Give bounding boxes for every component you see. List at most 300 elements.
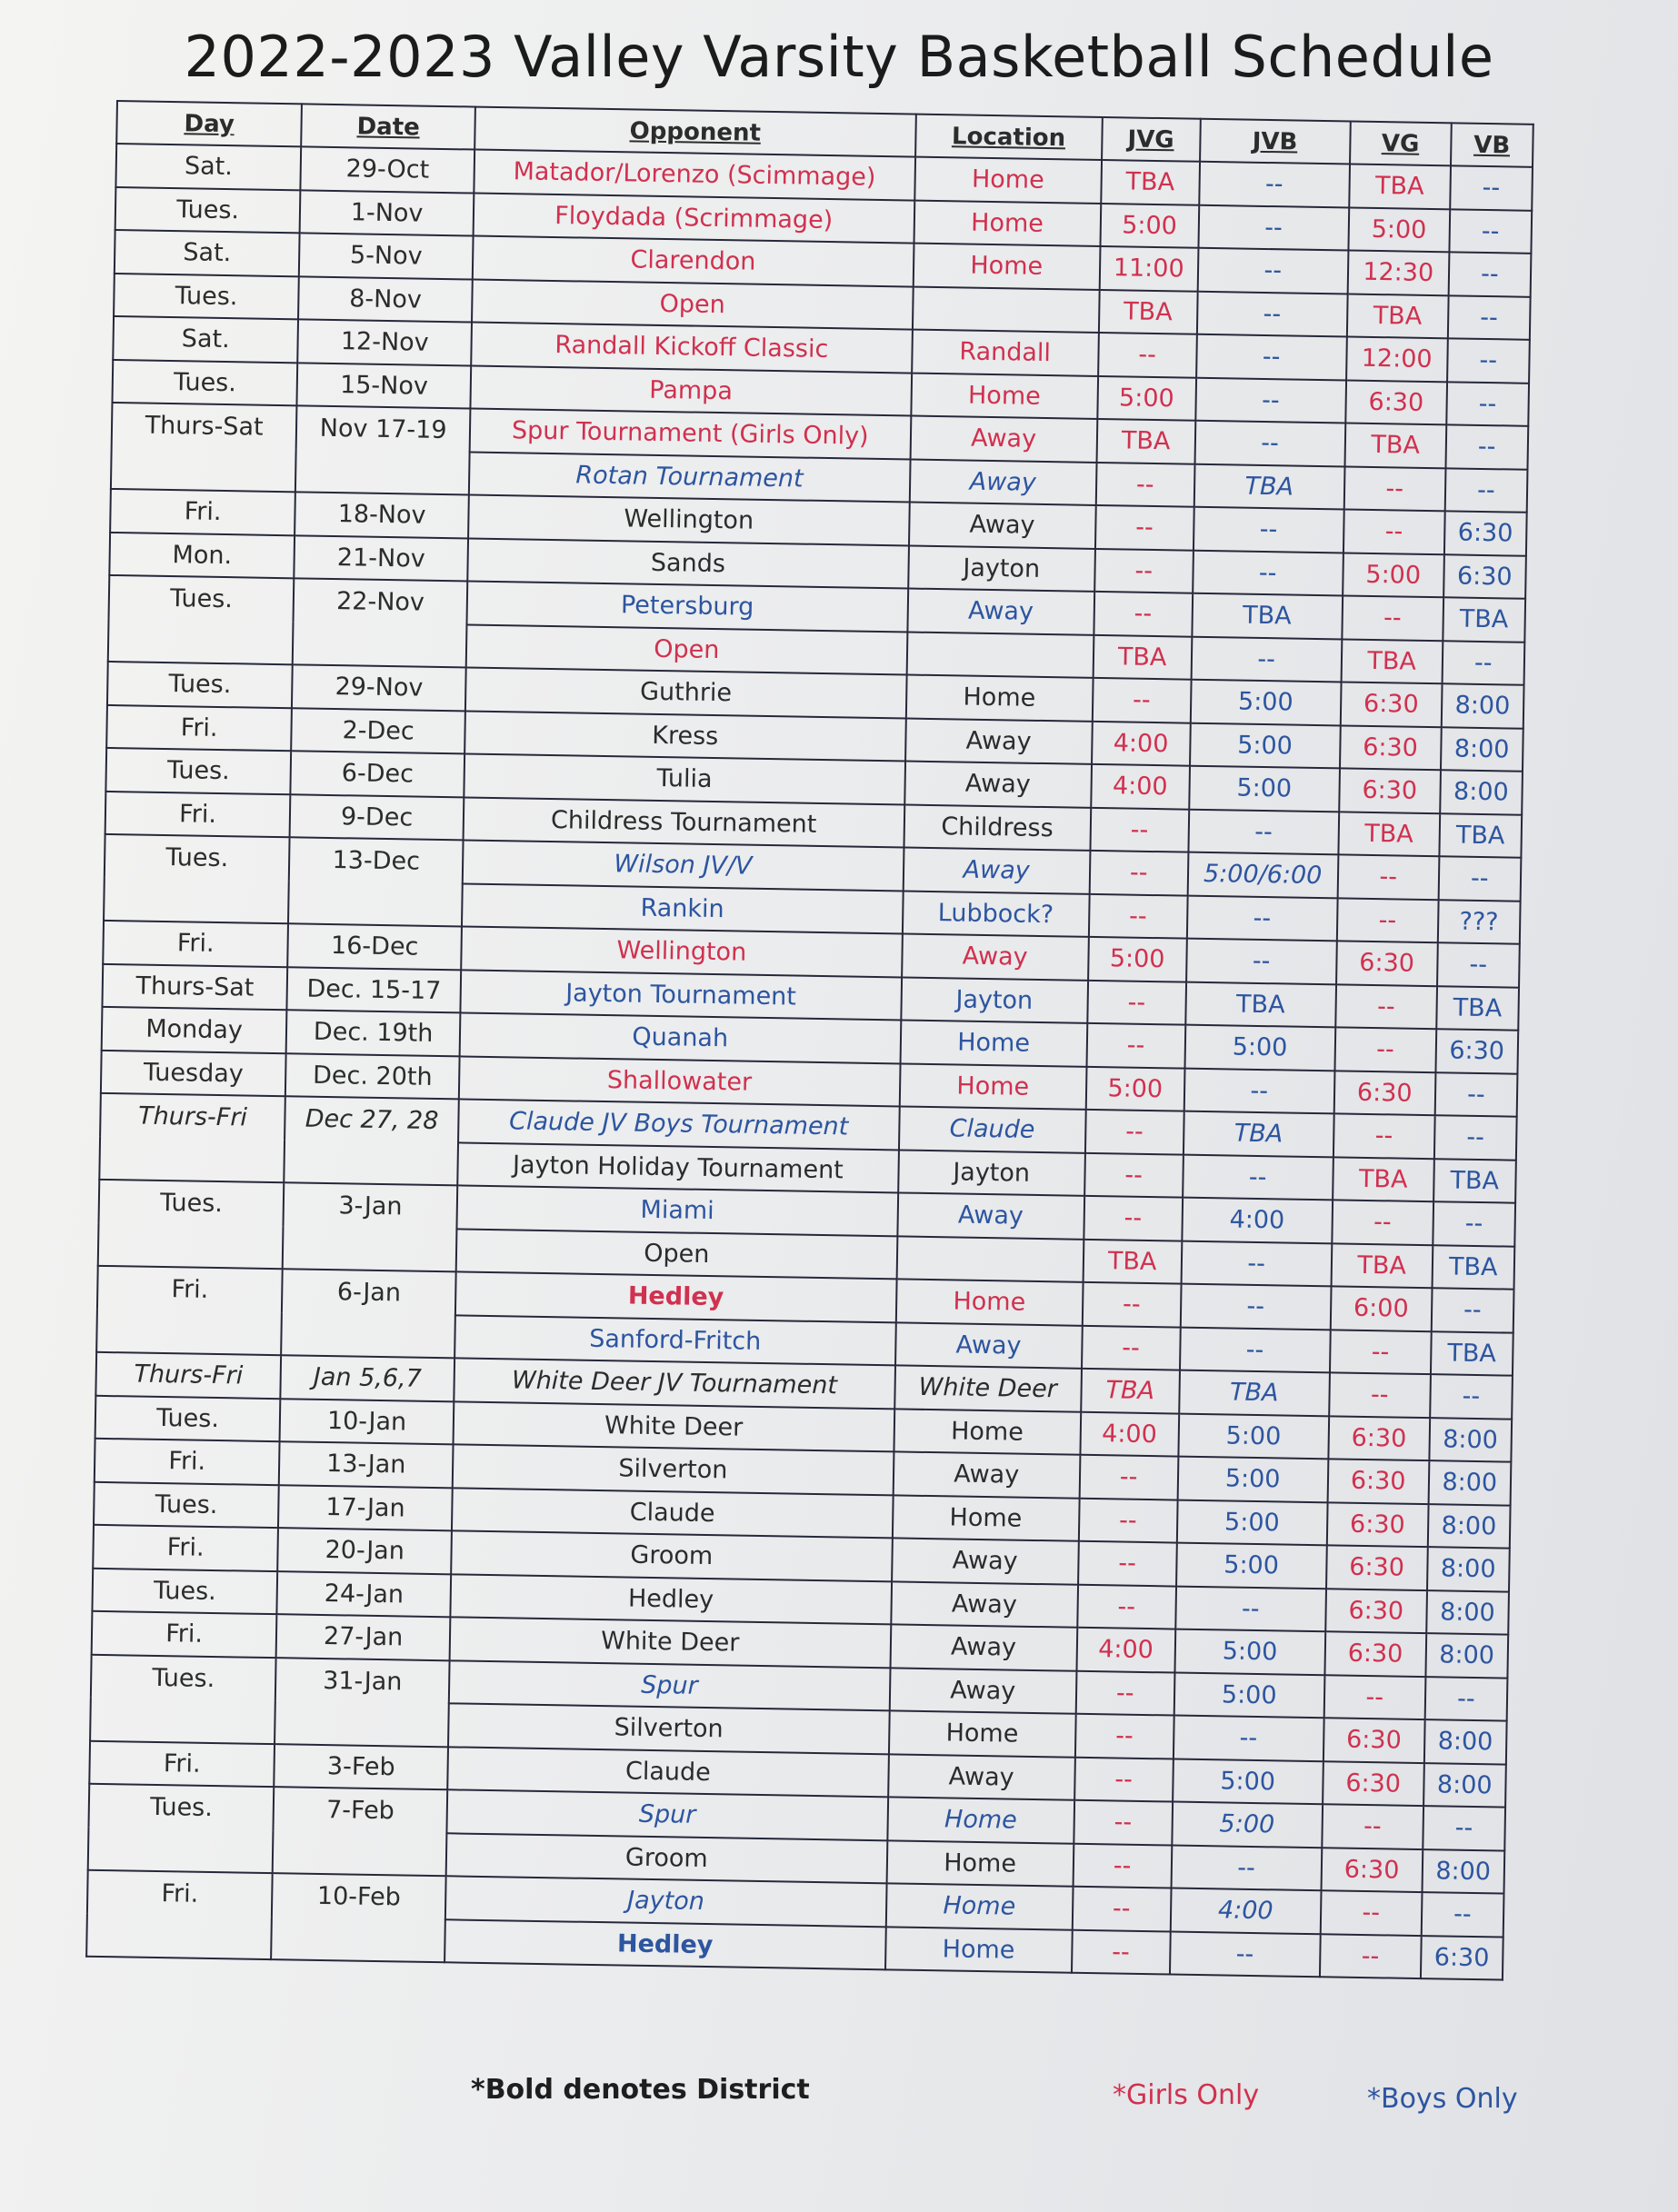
jvg-cell: --	[1093, 678, 1192, 722]
jvb-cell: --	[1180, 1327, 1331, 1372]
vb-cell: --	[1448, 252, 1531, 296]
jvg-cell: TBA	[1099, 289, 1198, 334]
header-location: Location	[915, 115, 1103, 160]
day-cell: Tues.	[114, 273, 299, 319]
boys-only-note: *Boys Only	[1367, 2083, 1518, 2115]
opponent-cell: Jayton Holiday Tournament	[457, 1142, 898, 1193]
day-cell: Fri.	[105, 791, 291, 837]
day-cell: Tues.	[104, 834, 290, 923]
jvb-cell: --	[1191, 636, 1342, 682]
vg-cell: 6:30	[1345, 380, 1447, 424]
girls-only-note: *Girls Only	[1113, 2079, 1260, 2111]
opponent-cell: Rotan Tournament	[469, 452, 910, 503]
jvb-cell: 5:00	[1189, 766, 1340, 812]
jvg-cell: --	[1075, 1714, 1174, 1759]
vb-cell: --	[1445, 424, 1528, 469]
date-cell: 2-Dec	[291, 708, 465, 754]
location-cell: Home	[911, 373, 1098, 419]
jvg-cell: --	[1089, 893, 1188, 938]
jvb-cell: 5:00	[1178, 1413, 1329, 1459]
opponent-cell: Wellington	[468, 494, 909, 545]
jvg-cell: --	[1095, 505, 1194, 550]
day-cell: Thurs-Fri	[95, 1352, 281, 1399]
date-cell: 6-Jan	[281, 1269, 455, 1358]
header-jvg: JVG	[1102, 117, 1201, 162]
schedule-table	[85, 100, 1534, 1981]
vg-cell: --	[1337, 854, 1439, 899]
jvg-cell: --	[1075, 1670, 1174, 1715]
date-cell: 10-Jan	[280, 1399, 454, 1445]
jvb-cell: --	[1186, 939, 1337, 984]
location-cell: Away	[892, 1538, 1079, 1584]
vg-cell: --	[1334, 1027, 1436, 1071]
location-cell: Lubbock?	[902, 891, 1089, 937]
location-cell: Home	[905, 674, 1093, 721]
day-cell: Fri.	[92, 1611, 277, 1658]
jvb-cell: --	[1199, 162, 1350, 207]
opponent-cell: Randall Kickoff Classic	[471, 323, 912, 374]
day-cell: Tuesday	[101, 1050, 286, 1096]
vb-cell: TBA	[1432, 1245, 1514, 1290]
jvb-cell: --	[1195, 377, 1346, 423]
jvg-cell: --	[1087, 980, 1186, 1024]
vg-cell: 6:30	[1328, 1416, 1430, 1460]
opponent-cell: Wilson JV/V	[463, 840, 904, 891]
location-cell: Jayton	[901, 977, 1088, 1023]
location-cell: Childress	[904, 804, 1091, 851]
jvg-cell: TBA	[1093, 634, 1192, 679]
opponent-cell: Sands	[467, 538, 908, 589]
vb-cell: --	[1447, 295, 1530, 340]
jvg-cell: --	[1074, 1800, 1173, 1845]
location-cell: Home	[885, 1927, 1073, 1973]
location-cell: Away	[893, 1451, 1080, 1498]
page-title: 2022-2023 Valley Varsity Basketball Schedule	[184, 24, 1494, 90]
date-cell: 27-Jan	[276, 1614, 451, 1660]
jvg-cell: --	[1083, 1282, 1182, 1327]
jvg-cell: --	[1085, 1110, 1184, 1154]
jvb-cell: --	[1175, 1586, 1326, 1631]
date-cell: 10-Feb	[271, 1873, 445, 1962]
vb-cell: 8:00	[1422, 1849, 1504, 1894]
vg-cell: --	[1342, 595, 1443, 640]
opponent-cell: Guthrie	[465, 667, 906, 718]
jvb-cell: --	[1193, 507, 1343, 553]
vg-cell: --	[1343, 466, 1445, 511]
vg-cell: 6:30	[1340, 725, 1442, 770]
jvg-cell: --	[1084, 1152, 1184, 1197]
location-cell: Away	[895, 1322, 1083, 1369]
date-cell: 21-Nov	[295, 535, 469, 582]
jvg-cell: --	[1072, 1929, 1171, 1974]
jvg-cell: 5:00	[1097, 375, 1196, 420]
date-cell: 9-Dec	[290, 794, 464, 841]
date-cell: 5-Nov	[299, 233, 474, 279]
day-cell: Thurs-Sat	[111, 403, 297, 492]
opponent-cell: Floydada (Scrimmage)	[474, 193, 914, 244]
vg-cell: 6:30	[1336, 941, 1438, 985]
location-cell	[912, 286, 1099, 333]
vg-cell: 6:30	[1327, 1502, 1429, 1547]
opponent-cell: Open	[456, 1229, 897, 1280]
location-cell: Away	[891, 1581, 1078, 1628]
vg-cell: 6:30	[1324, 1631, 1426, 1676]
vg-cell: 6:30	[1339, 768, 1441, 812]
jvg-cell: --	[1073, 1887, 1172, 1931]
day-cell: Tues.	[90, 1654, 276, 1743]
location-cell: Home	[899, 1063, 1086, 1110]
vg-cell: --	[1337, 898, 1439, 942]
jvb-cell: TBA	[1192, 593, 1343, 639]
day-cell: Mon.	[109, 532, 295, 578]
jvb-cell: 5:00	[1174, 1672, 1324, 1718]
jvb-cell: --	[1173, 1716, 1323, 1761]
jvg-cell: --	[1094, 548, 1194, 593]
day-cell: Tues.	[107, 662, 293, 708]
day-cell: Tues.	[112, 359, 297, 405]
jvb-cell: 5:00	[1184, 1025, 1335, 1071]
jvg-cell: TBA	[1081, 1369, 1180, 1413]
day-cell: Sat.	[113, 316, 298, 363]
jvb-cell: --	[1186, 895, 1337, 941]
vb-cell: --	[1430, 1374, 1513, 1419]
jvb-cell: 5:00	[1190, 680, 1341, 725]
vg-cell: --	[1333, 1113, 1435, 1158]
date-cell: 3-Feb	[274, 1744, 448, 1790]
date-cell: 13-Dec	[288, 837, 463, 926]
vb-cell: --	[1424, 1677, 1507, 1721]
opponent-cell: Wellington	[461, 926, 902, 977]
vg-cell: TBA	[1333, 1157, 1434, 1201]
vb-cell: TBA	[1443, 597, 1525, 642]
vg-cell: TBA	[1341, 639, 1443, 683]
day-cell: Fri.	[110, 489, 295, 535]
date-cell: Jan 5,6,7	[281, 1355, 455, 1401]
day-cell: Tues.	[115, 187, 301, 234]
jvg-cell: 4:00	[1092, 721, 1191, 765]
jvb-cell: --	[1181, 1241, 1332, 1286]
jvg-cell: 5:00	[1088, 937, 1187, 981]
vb-cell: 6:30	[1421, 1936, 1503, 1980]
vb-cell: 8:00	[1427, 1504, 1510, 1549]
vb-cell: --	[1433, 1201, 1515, 1246]
jvg-cell: 5:00	[1100, 203, 1199, 247]
jvb-cell: --	[1183, 1154, 1333, 1200]
date-cell: 6-Dec	[291, 751, 465, 797]
jvb-cell: TBA	[1185, 981, 1336, 1027]
jvg-cell: --	[1086, 1023, 1185, 1068]
date-cell: 16-Dec	[287, 923, 462, 970]
opponent-cell: Pampa	[471, 365, 912, 416]
opponent-cell: Kress	[464, 711, 905, 762]
jvb-cell: 5:00	[1176, 1543, 1327, 1589]
vb-cell: ???	[1437, 900, 1520, 944]
jvg-cell: --	[1084, 1196, 1183, 1241]
vb-cell: --	[1434, 1115, 1517, 1160]
date-cell: 3-Jan	[283, 1182, 457, 1271]
jvg-cell: --	[1098, 333, 1197, 377]
jvb-cell: 5:00	[1190, 722, 1341, 768]
location-cell: Claude	[898, 1106, 1085, 1152]
vb-cell: 8:00	[1423, 1763, 1506, 1808]
date-cell: 7-Feb	[273, 1787, 447, 1876]
date-cell: 18-Nov	[295, 492, 469, 538]
location-cell: Home	[894, 1409, 1081, 1455]
vg-cell: --	[1335, 984, 1437, 1029]
jvg-cell: 4:00	[1091, 764, 1190, 809]
opponent-cell: Open	[472, 279, 913, 330]
vg-cell: TBA	[1347, 294, 1449, 338]
day-cell: Tues.	[95, 1395, 281, 1441]
opponent-cell: Groom	[451, 1530, 892, 1581]
jvg-cell: --	[1090, 807, 1189, 852]
location-cell: Home	[914, 157, 1102, 204]
day-cell: Thurs-Fri	[99, 1093, 285, 1182]
jvb-cell: --	[1180, 1284, 1331, 1330]
vb-cell: 8:00	[1427, 1547, 1510, 1591]
vb-cell: TBA	[1436, 986, 1519, 1031]
vg-cell: 12:00	[1346, 336, 1448, 381]
location-cell	[896, 1236, 1084, 1282]
opponent-cell: Childress Tournament	[464, 797, 904, 848]
opponent-cell: Hedley	[450, 1574, 891, 1625]
jvg-cell: --	[1079, 1498, 1178, 1542]
jvb-cell: --	[1197, 248, 1348, 294]
jvg-cell: --	[1082, 1325, 1181, 1370]
vb-cell: --	[1450, 165, 1533, 210]
location-cell: Away	[909, 503, 1096, 549]
header-jvb: JVB	[1200, 119, 1351, 164]
vg-cell: --	[1329, 1372, 1431, 1417]
location-cell: Away	[909, 459, 1096, 505]
vb-cell: 8:00	[1429, 1418, 1512, 1462]
opponent-cell: Jayton Tournament	[460, 970, 901, 1021]
jvg-cell: --	[1089, 851, 1188, 895]
vg-cell: 6:30	[1323, 1761, 1424, 1806]
date-cell: 24-Jan	[277, 1571, 452, 1618]
jvb-cell: 5:00	[1173, 1759, 1323, 1804]
vg-cell: --	[1322, 1804, 1423, 1848]
opponent-cell: Claude	[452, 1488, 893, 1539]
opponent-cell: Spur	[449, 1660, 890, 1711]
opponent-cell: Petersburg	[467, 581, 908, 632]
opponent-cell: Claude JV Boys Tournament	[458, 1099, 899, 1150]
opponent-cell: White Deer	[454, 1401, 894, 1452]
jvg-cell: --	[1074, 1757, 1174, 1801]
jvb-cell: --	[1188, 809, 1339, 854]
date-cell: 17-Jan	[278, 1485, 453, 1531]
vg-cell: TBA	[1338, 812, 1440, 856]
location-cell: Home	[888, 1710, 1075, 1757]
opponent-cell: White Deer	[450, 1617, 891, 1668]
opponent-cell: Open	[466, 624, 907, 675]
vb-cell: TBA	[1431, 1331, 1513, 1376]
location-cell: Randall	[912, 330, 1099, 376]
opponent-cell: Clarendon	[473, 236, 914, 287]
location-cell: Away	[910, 416, 1097, 463]
location-cell: Jayton	[898, 1150, 1085, 1196]
jvb-cell: TBA	[1183, 1111, 1333, 1157]
vb-cell: --	[1442, 641, 1524, 685]
vb-cell: --	[1438, 856, 1521, 901]
location-cell: Home	[885, 1883, 1073, 1929]
location-cell: Home	[892, 1495, 1079, 1541]
date-cell: 8-Nov	[298, 276, 473, 323]
vb-cell: TBA	[1439, 813, 1522, 858]
date-cell: 1-Nov	[300, 190, 474, 236]
vb-cell: 6:30	[1443, 554, 1526, 599]
date-cell: 15-Nov	[297, 363, 472, 409]
jvg-cell: TBA	[1101, 160, 1200, 204]
day-cell: Tues.	[88, 1784, 275, 1873]
vg-cell: --	[1323, 1675, 1425, 1719]
day-cell: Fri.	[89, 1740, 275, 1787]
opponent-cell: Jayton	[445, 1876, 886, 1927]
vb-cell: --	[1447, 338, 1530, 383]
vb-cell: --	[1449, 209, 1532, 254]
vb-cell: 8:00	[1425, 1633, 1508, 1678]
jvb-cell: 5:00	[1177, 1457, 1328, 1502]
jvb-cell: TBA	[1179, 1370, 1330, 1416]
opponent-cell: Claude	[447, 1747, 888, 1798]
vg-cell: TBA	[1344, 423, 1446, 467]
jvb-cell: --	[1170, 1931, 1321, 1977]
jvb-cell: --	[1196, 291, 1347, 336]
location-cell: Jayton	[908, 545, 1095, 592]
date-cell: 20-Jan	[277, 1528, 452, 1574]
jvb-cell: 5:00	[1172, 1802, 1323, 1848]
location-cell: Away	[897, 1192, 1084, 1239]
vg-cell: 6:30	[1327, 1459, 1429, 1503]
location-cell: Home	[900, 1020, 1087, 1066]
location-cell: Away	[902, 933, 1089, 980]
day-cell: Sat.	[115, 230, 300, 276]
jvg-cell: --	[1079, 1455, 1178, 1500]
date-cell: Dec 27, 28	[284, 1096, 458, 1185]
vg-cell: 6:30	[1333, 1071, 1435, 1115]
opponent-cell: Quanah	[460, 1012, 901, 1063]
vg-cell: 6:30	[1341, 682, 1443, 726]
jvb-cell: 4:00	[1182, 1198, 1333, 1243]
vb-cell: --	[1444, 468, 1527, 513]
day-cell: Fri.	[103, 921, 288, 967]
day-cell: Fri.	[93, 1525, 278, 1571]
day-cell: Thurs-Sat	[102, 963, 287, 1010]
jvg-cell: --	[1073, 1843, 1172, 1888]
date-cell: 13-Jan	[279, 1441, 454, 1488]
opponent-cell: Silverton	[448, 1703, 889, 1754]
vg-cell: 5:00	[1348, 207, 1450, 252]
opponent-cell: Hedley	[444, 1919, 885, 1970]
vg-cell: 6:30	[1326, 1545, 1428, 1589]
jvg-cell: --	[1094, 592, 1193, 636]
date-cell: 29-Nov	[292, 664, 466, 711]
vb-cell: 8:00	[1426, 1590, 1509, 1635]
day-cell: Tues.	[92, 1568, 277, 1614]
vg-cell: 6:00	[1331, 1286, 1433, 1330]
day-cell: Fri.	[86, 1870, 273, 1959]
vb-cell: 8:00	[1428, 1460, 1511, 1505]
day-cell: Sat.	[115, 144, 301, 190]
jvb-cell: --	[1198, 204, 1349, 250]
jvb-cell: 4:00	[1170, 1888, 1321, 1934]
vg-cell: --	[1320, 1934, 1422, 1978]
jvg-cell: --	[1077, 1584, 1176, 1629]
vb-cell: --	[1431, 1288, 1513, 1332]
jvb-cell: --	[1193, 550, 1343, 595]
jvb-cell: 5:00/6:00	[1187, 852, 1338, 898]
vg-cell: 6:30	[1321, 1848, 1423, 1892]
date-cell: 12-Nov	[297, 319, 472, 365]
location-cell: Home	[895, 1279, 1083, 1325]
vb-cell: 8:00	[1441, 727, 1523, 772]
opponent-cell: Spur Tournament (Girls Only)	[470, 409, 911, 460]
vb-cell: --	[1446, 382, 1529, 426]
date-cell: Dec. 19th	[286, 1010, 461, 1056]
vb-cell: --	[1437, 942, 1520, 987]
location-cell: Home	[913, 244, 1100, 290]
location-cell: Home	[886, 1840, 1074, 1887]
date-cell: 22-Nov	[293, 578, 467, 667]
jvg-cell: TBA	[1096, 419, 1195, 463]
opponent-cell: Shallowater	[459, 1056, 900, 1107]
location-cell: Home	[914, 200, 1101, 246]
jvb-cell: 5:00	[1174, 1629, 1325, 1675]
vg-cell: --	[1343, 509, 1445, 553]
location-cell: Away	[888, 1754, 1075, 1800]
vg-cell: --	[1332, 1200, 1433, 1244]
jvg-cell: 4:00	[1076, 1628, 1175, 1672]
opponent-cell: Hedley	[455, 1271, 896, 1322]
day-cell: Tues.	[94, 1481, 279, 1528]
jvb-cell: --	[1171, 1845, 1322, 1890]
header-opponent: Opponent	[474, 107, 915, 157]
location-cell	[906, 632, 1094, 678]
header-vb: VB	[1451, 123, 1533, 166]
schedule-body	[86, 144, 1533, 1980]
opponent-cell: Rankin	[462, 883, 903, 934]
jvb-cell: --	[1194, 421, 1345, 466]
location-cell: Away	[904, 761, 1092, 807]
location-cell: Away	[903, 847, 1090, 893]
location-cell: White Deer	[894, 1365, 1082, 1411]
header-date: Date	[301, 104, 475, 149]
date-cell: 31-Jan	[275, 1658, 449, 1747]
day-cell: Tues.	[105, 748, 291, 794]
jvg-cell: 11:00	[1099, 246, 1198, 291]
vg-cell: 5:00	[1343, 553, 1444, 597]
jvb-cell: 5:00	[1176, 1500, 1327, 1545]
vb-cell: 8:00	[1423, 1719, 1506, 1764]
jvb-cell: TBA	[1194, 463, 1344, 509]
date-cell: Dec. 15-17	[287, 967, 462, 1013]
vb-cell: 6:30	[1435, 1029, 1518, 1073]
jvb-cell: --	[1196, 334, 1347, 380]
day-cell: Fri.	[95, 1439, 280, 1485]
location-cell: Away	[889, 1668, 1076, 1714]
day-cell: Fri.	[96, 1266, 283, 1355]
vg-cell: 12:30	[1347, 250, 1449, 294]
day-cell: Tues.	[108, 575, 295, 664]
vg-cell: TBA	[1331, 1243, 1433, 1288]
opponent-cell: Silverton	[453, 1444, 894, 1495]
day-cell: Tues.	[98, 1180, 285, 1269]
jvg-cell: 4:00	[1080, 1411, 1179, 1456]
jvg-cell: 5:00	[1086, 1066, 1185, 1111]
district-note: *Bold denotes District	[471, 2074, 810, 2106]
location-cell: Away	[905, 718, 1093, 764]
vb-cell: 8:00	[1440, 770, 1523, 814]
